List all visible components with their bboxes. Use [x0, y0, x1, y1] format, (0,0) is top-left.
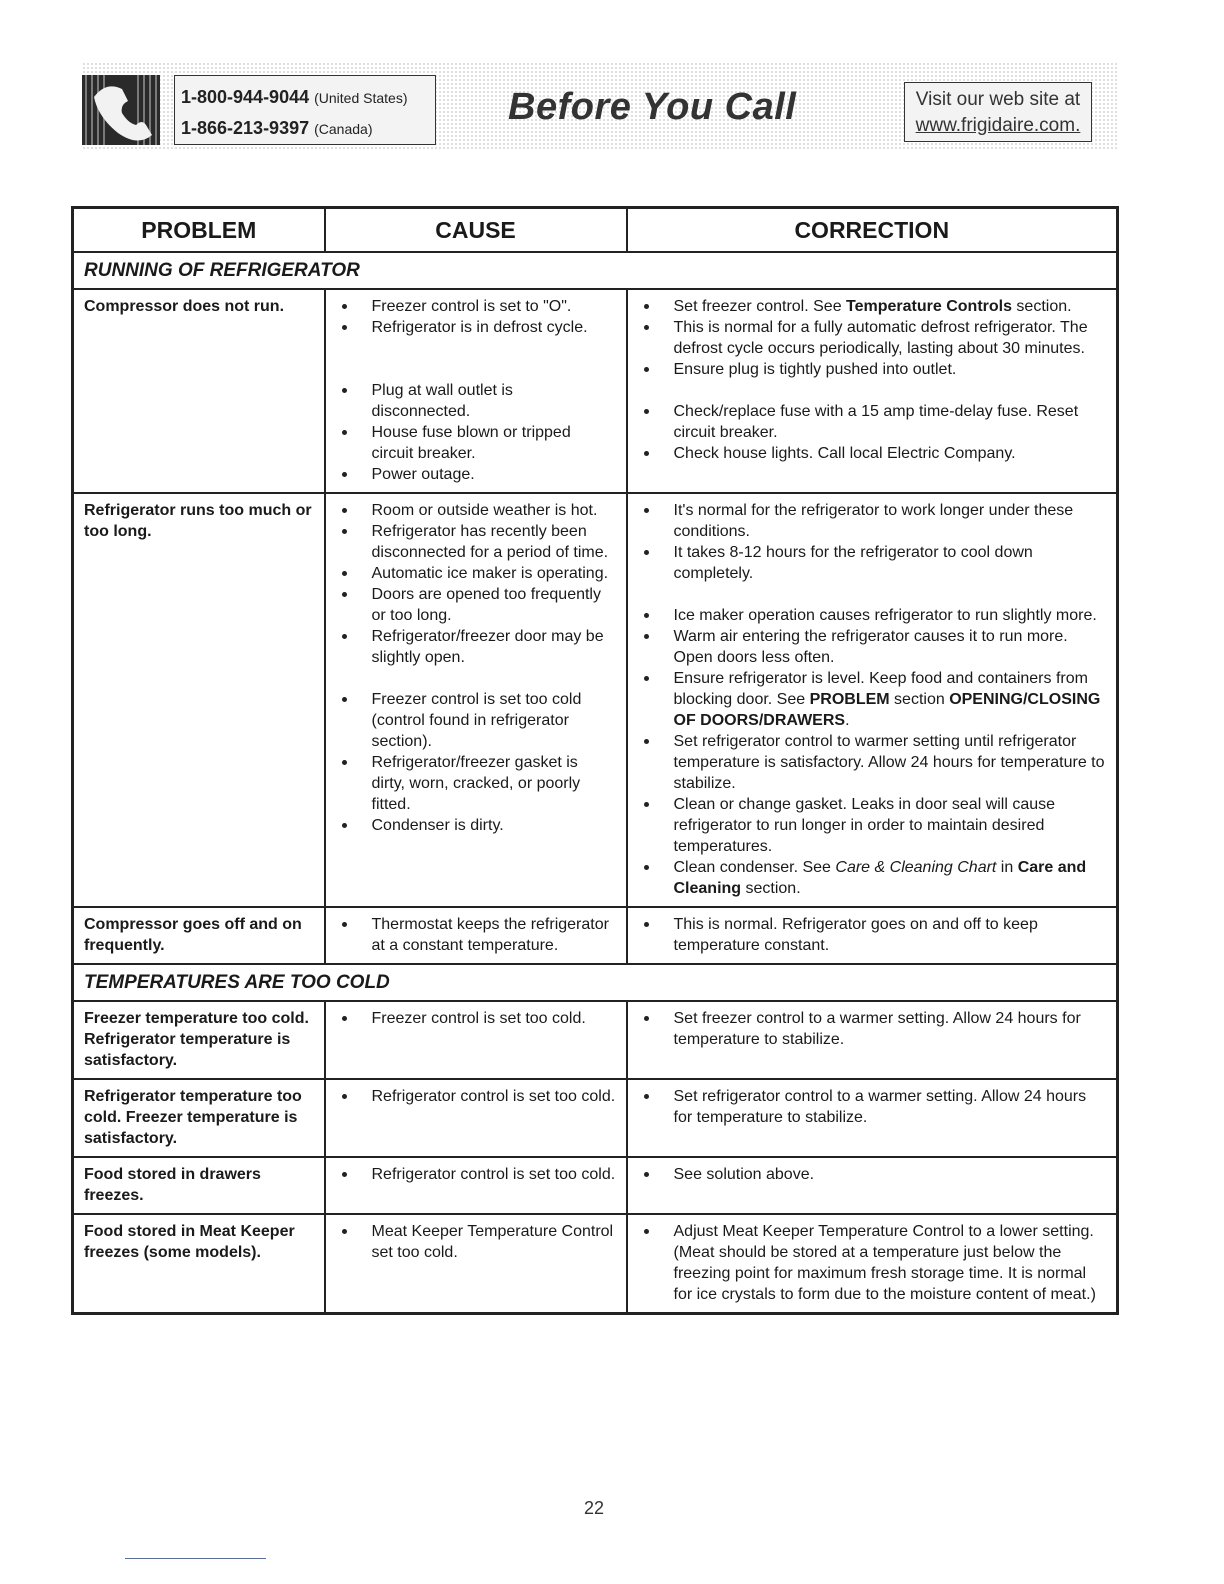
cause-cell	[325, 1214, 627, 1314]
cause-item: Refrigerator has recently been disconnected for a period of time.	[336, 521, 616, 563]
table-row	[73, 289, 1118, 493]
header-correction: CORRECTION	[627, 208, 1118, 253]
section-reference: Care and Cleaning	[673, 859, 1087, 897]
phone-us-number: 1-800-944-9044	[181, 87, 310, 107]
correction-text: .	[845, 712, 850, 729]
problem-cell: Food stored in Meat Keeper freezes (some models).	[73, 1214, 325, 1314]
table-row	[73, 1079, 1118, 1157]
section-reference: PROBLEM	[809, 691, 890, 708]
section-row	[73, 964, 1118, 1001]
page-header	[82, 62, 1118, 150]
correction-text: section	[889, 691, 950, 708]
section-row	[73, 252, 1118, 289]
table-header-row	[73, 208, 1118, 253]
telephone-icon	[82, 75, 160, 145]
cause-cell	[325, 907, 627, 964]
cause-item: Refrigerator/freezer door may be slightly open.	[336, 626, 616, 689]
table-row	[73, 1001, 1118, 1079]
header-cause: CAUSE	[325, 208, 627, 253]
correction-text: section.	[1011, 298, 1072, 315]
cause-item: Freezer control is set to "O".	[336, 296, 616, 317]
correction-item	[638, 668, 1107, 731]
correction-item: Ice maker operation causes refrigerator to run slightly more.	[638, 605, 1107, 626]
website-link[interactable]: www.frigidaire.com.	[915, 115, 1081, 136]
problem-cell: Compressor goes off and on frequently.	[73, 907, 325, 964]
correction-item: Set freezer control to a warmer setting. Allow 24 hours for temperature to stabilize.	[638, 1008, 1107, 1050]
correction-item: Check/replace fuse with a 15 amp time-delay fuse. Reset circuit breaker.	[638, 401, 1107, 443]
correction-cell	[627, 289, 1118, 493]
correction-item: Adjust Meat Keeper Temperature Control to a lower setting. (Meat should be stored at a temperature just below the freezing point for maximum fresh storage time. It is normal for ice crystals to form due to the moisture content of meat.)	[638, 1221, 1107, 1305]
correction-text: Ensure refrigerator is level. Keep food and containers from blocking door. See	[673, 670, 1088, 708]
page-number: 22	[583, 1498, 605, 1518]
section-title: TEMPERATURES ARE TOO COLD	[73, 964, 1118, 1001]
phone-ca-line	[181, 113, 435, 144]
problem-cell: Food stored in drawers freezes.	[73, 1157, 325, 1214]
cause-item: Refrigerator control is set too cold.	[336, 1164, 616, 1185]
phone-ca-region: (Canada)	[314, 121, 373, 137]
section-title: RUNNING OF REFRIGERATOR	[73, 252, 1118, 289]
section-reference: OPENING/CLOSING OF DOORS/DRAWERS	[673, 691, 1101, 729]
problem-cell: Compressor does not run.	[73, 289, 325, 493]
cause-item: Refrigerator/freezer gasket is dirty, worn, cracked, or poorly fitted.	[336, 752, 616, 815]
header-problem: PROBLEM	[73, 208, 325, 253]
problem-cell: Refrigerator temperature too cold. Freezer temperature is satisfactory.	[73, 1079, 325, 1157]
phone-us-line	[181, 82, 435, 113]
correction-text: section.	[741, 880, 801, 897]
correction-item: This is normal for a fully automatic defrost refrigerator. The defrost cycle occurs periodically, lasting about 30 minutes.	[638, 317, 1107, 359]
correction-item: This is normal. Refrigerator goes on and off to keep temperature constant.	[638, 914, 1107, 956]
correction-item: Warm air entering the refrigerator causes it to run more. Open doors less often.	[638, 626, 1107, 668]
table-row	[73, 493, 1118, 907]
correction-item: It takes 8-12 hours for the refrigerator to cool down completely.	[638, 542, 1107, 605]
cause-item: Plug at wall outlet is disconnected.	[336, 380, 616, 422]
troubleshooting-table	[71, 206, 1119, 1315]
website-box	[904, 82, 1092, 142]
phone-ca-number: 1-866-213-9397	[181, 118, 310, 138]
cause-cell	[325, 289, 627, 493]
correction-item: Set refrigerator control to a warmer setting. Allow 24 hours for temperature to stabilize.	[638, 1086, 1107, 1128]
correction-item: See solution above.	[638, 1164, 1107, 1185]
table-row	[73, 1157, 1118, 1214]
phone-us-region: (United States)	[314, 90, 408, 106]
cause-item: Freezer control is set too cold (control found in refrigerator section).	[336, 689, 616, 752]
page-title: Before You Call	[508, 86, 797, 128]
cause-item: Refrigerator is in defrost cycle.	[336, 317, 616, 380]
cause-cell	[325, 1001, 627, 1079]
footer-divider	[125, 1558, 266, 1559]
cause-cell	[325, 1079, 627, 1157]
correction-cell	[627, 907, 1118, 964]
table-row	[73, 1214, 1118, 1314]
correction-item	[638, 857, 1107, 899]
website-label: Visit our web site at	[915, 89, 1081, 110]
cause-item: Thermostat keeps the refrigerator at a constant temperature.	[336, 914, 616, 956]
cause-item: Freezer control is set too cold.	[336, 1008, 616, 1029]
problem-cell: Freezer temperature too cold. Refrigerator temperature is satisfactory.	[73, 1001, 325, 1079]
table-row	[73, 907, 1118, 964]
cause-cell	[325, 493, 627, 907]
correction-item: It's normal for the refrigerator to work longer under these conditions.	[638, 500, 1107, 542]
cause-item: House fuse blown or tripped circuit breaker.	[336, 422, 616, 464]
correction-cell	[627, 493, 1118, 907]
correction-text: in	[996, 859, 1018, 876]
cause-item: Room or outside weather is hot.	[336, 500, 616, 521]
correction-item: Set refrigerator control to warmer setting until refrigerator temperature is satisfactory. Allow 24 hours for temperature to stabilize.	[638, 731, 1107, 794]
cause-item: Condenser is dirty.	[336, 815, 616, 836]
cause-item: Refrigerator control is set too cold.	[336, 1086, 616, 1107]
cause-item: Doors are opened too frequently or too long.	[336, 584, 616, 626]
phone-numbers-box	[174, 75, 436, 145]
correction-item	[638, 296, 1107, 317]
correction-item: Ensure plug is tightly pushed into outlet.	[638, 359, 1107, 401]
correction-item: Clean or change gasket. Leaks in door seal will cause refrigerator to run longer in order to maintain desired temperatures.	[638, 794, 1107, 857]
cause-item: Power outage.	[336, 464, 616, 485]
cause-item: Meat Keeper Temperature Control set too cold.	[336, 1221, 616, 1263]
correction-cell	[627, 1157, 1118, 1214]
cause-cell	[325, 1157, 627, 1214]
problem-cell: Refrigerator runs too much or too long.	[73, 493, 325, 907]
chart-reference: Care & Cleaning Chart	[835, 859, 997, 876]
correction-cell	[627, 1214, 1118, 1314]
correction-cell	[627, 1001, 1118, 1079]
correction-text: Set freezer control. See	[673, 298, 847, 315]
correction-item: Check house lights. Call local Electric Company.	[638, 443, 1107, 464]
correction-text: Clean condenser. See	[673, 859, 836, 876]
correction-cell	[627, 1079, 1118, 1157]
section-reference: Temperature Controls	[846, 298, 1012, 315]
cause-item: Automatic ice maker is operating.	[336, 563, 616, 584]
